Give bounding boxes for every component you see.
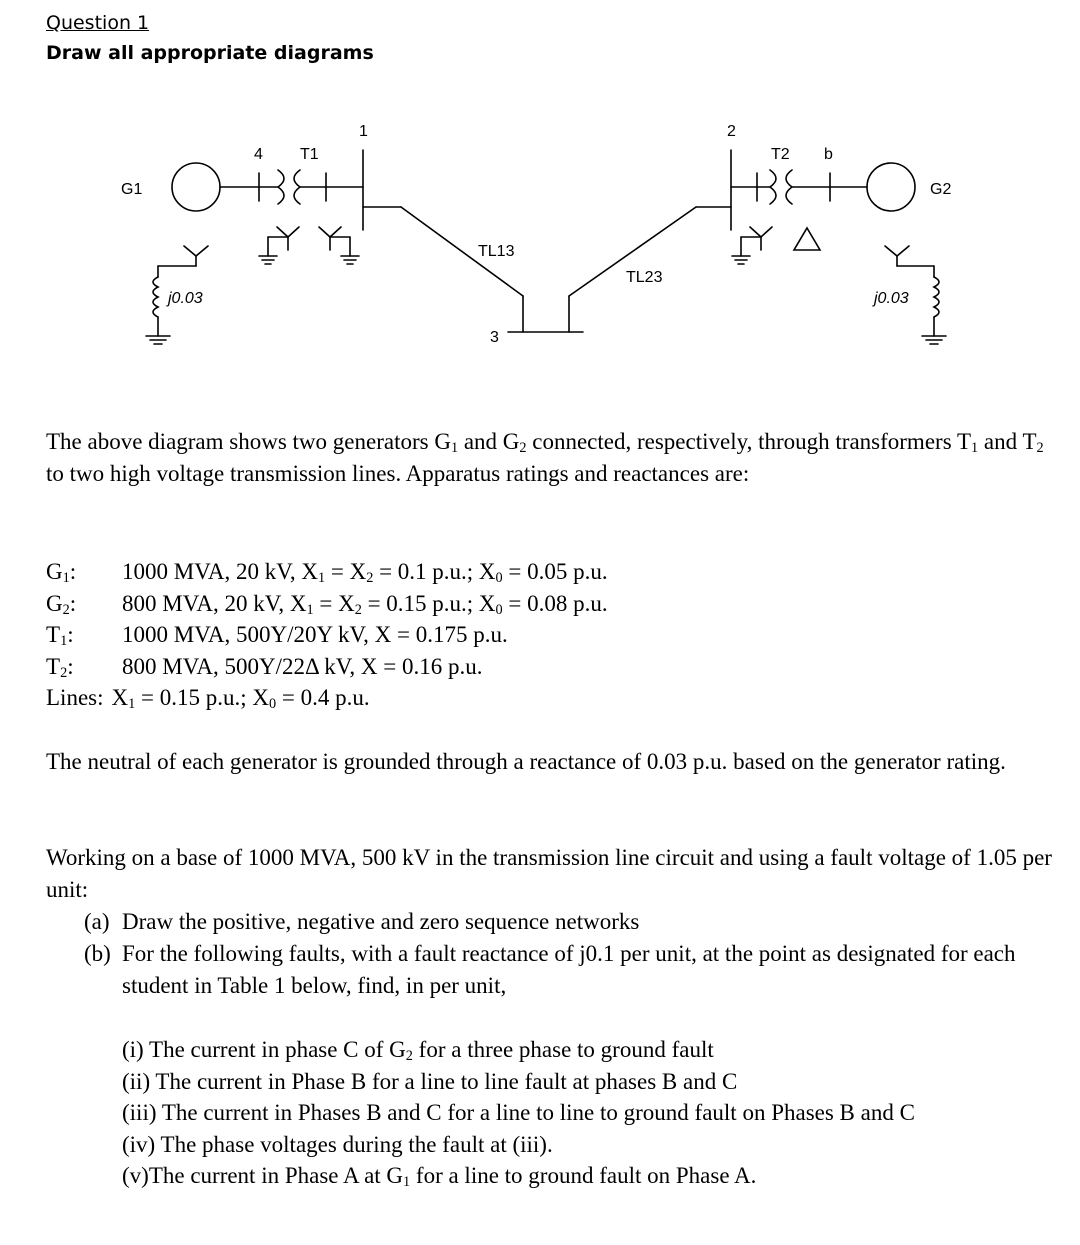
t2-primary-coil [770, 170, 776, 204]
t2-delta [794, 228, 820, 250]
tl23-label: TL23 [626, 269, 663, 286]
rating-g1: $G_1$: 1000 MVA, 20 kV, $X_1 = X_2 = 0.1$ p.u.; $X_0 = 0.05$ p.u. [46, 559, 608, 586]
rating-g2: $G_2$: 800 MVA, 20 kV, $X_1 = X_2 = 0.15$ p.u.; $X_0 = 0.08$ p.u. [46, 590, 608, 618]
t2-secondary-coil [786, 170, 792, 204]
bus1-label: 1 [359, 123, 368, 140]
rating-t1: $T_1$: 1000 MVA, 500Y/20Y kV, X = 0.175 p.u. [46, 622, 508, 649]
t1-primary-coil [278, 170, 284, 204]
subitem-v: (v)The current in Phase A at $G_1$ for a line to ground fault on Phase A. [122, 1163, 757, 1190]
task-item-a: (a) Draw the positive, negative and zero sequence networks [84, 909, 640, 934]
ratings-list [46, 556, 608, 714]
g1-generator-symbol [172, 163, 220, 211]
g1-label: G1 [121, 181, 143, 198]
t2-label: T2 [771, 146, 790, 163]
subitem-iv: (iv) The phase voltages during the fault at (iii). [122, 1131, 553, 1157]
g2-generator-symbol [867, 163, 915, 211]
busb-label: b [824, 146, 833, 163]
fault-subitems [122, 1034, 1062, 1192]
g2-reactance-label: j0.03 [874, 290, 909, 307]
question-title: Question 1 [46, 12, 150, 34]
neutral-note: The neutral of each generator is grounded through a reactance of 0.03 p.u. based on the generator rating. [46, 749, 1006, 774]
g1-reactance-label: j0.03 [168, 290, 203, 307]
task-intro: Working on a base of 1000 MVA, 500 kV in the transmission line circuit and using a fault voltage of 1.05 per unit: [46, 845, 1052, 902]
t1-secondary-coil [294, 170, 300, 204]
one-line-diagram [0, 110, 1080, 370]
subitem-ii: (ii) The current in Phase B for a line to line fault at phases B and C [122, 1068, 738, 1094]
subitem-i: (i) The current in phase C of $G_2$ for a three phase to ground fault [122, 1037, 714, 1064]
g2-label: G2 [930, 181, 952, 198]
bus2-label: 2 [727, 123, 736, 140]
tl13-label: TL13 [478, 243, 515, 260]
t1-label: T1 [300, 146, 319, 163]
t1-wye-ground-left [259, 227, 299, 264]
t2-wye-ground [732, 227, 772, 264]
rating-lines: Lines: $X_1 = 0.15$ p.u.; $X_0 = 0.4$ p.u. [46, 685, 370, 712]
intro-paragraph: The above diagram shows two generators $G_1$ and $G_2$ connected, respectively, through transformers $T_1$ and $T_2$ to two high voltage transmission lines. Apparatus ratings and reactances are: [46, 429, 1044, 486]
task-item-b: (b) For the following faults, with a fault reactance of j0.1 per unit, at the point as designated for each student in Table 1 below, find, in per unit, [84, 941, 1016, 998]
bus4-label: 4 [254, 146, 263, 163]
task-items [84, 906, 1074, 1002]
question-instruction: Draw all appropriate diagrams [46, 42, 374, 64]
bus3-label: 3 [490, 329, 499, 346]
subitem-iii: (iii) The current in Phases B and C for a line to line to ground fault on Phases B and C [122, 1100, 915, 1125]
rating-t2: $T_2$: 800 MVA, 500Y/22Δ kV, X = 0.16 p.u. [46, 653, 483, 681]
t1-wye-ground-right [319, 227, 359, 264]
